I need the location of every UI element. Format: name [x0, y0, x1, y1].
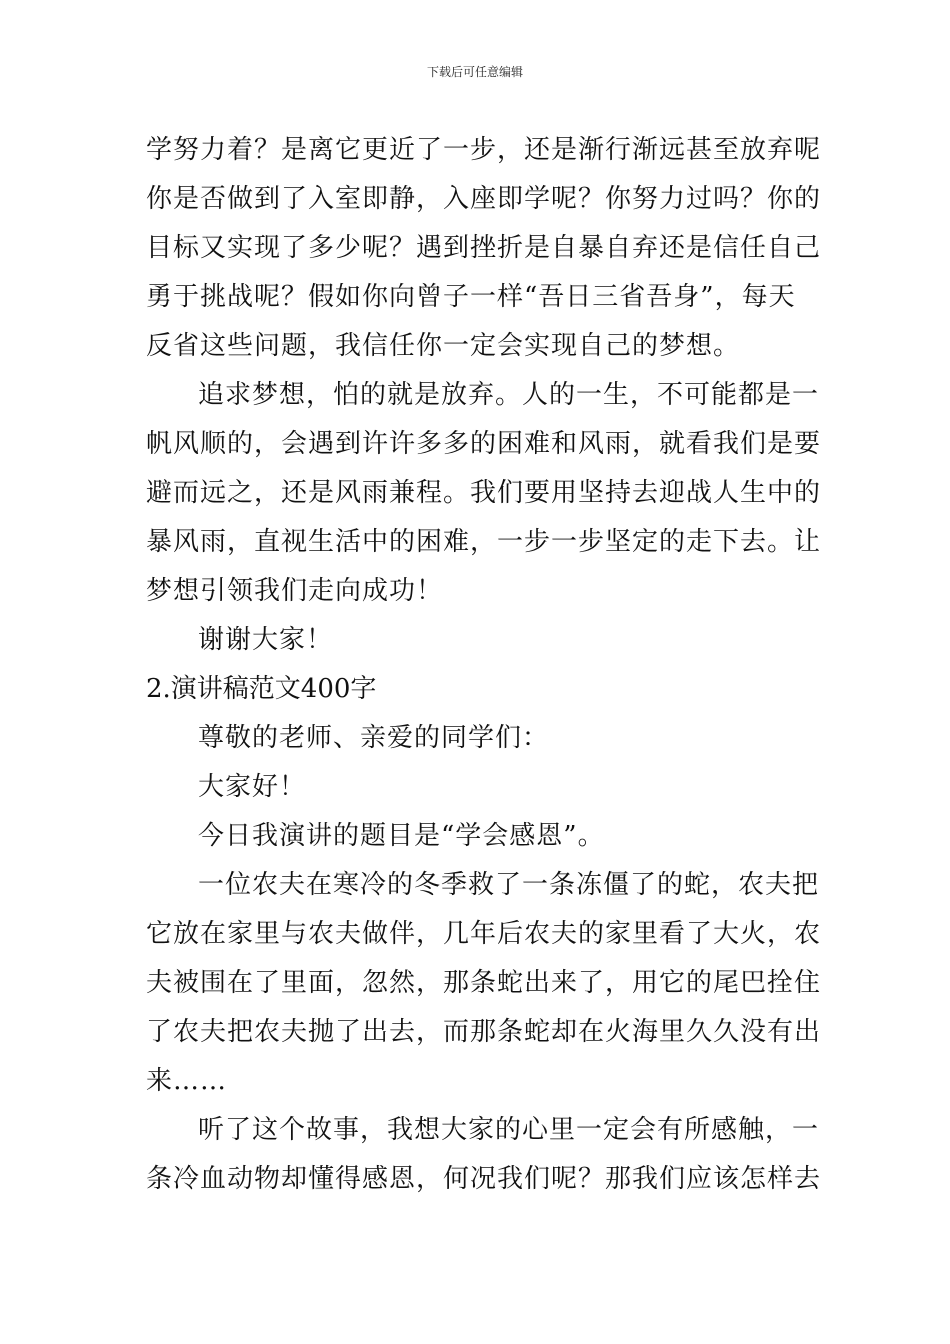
text-line: 夫被围在了里面，忽然，那条蛇出来了，用它的尾巴拴住 [146, 968, 822, 998]
paragraph-start-line: 谢谢大家！ [198, 625, 334, 655]
text-line: 勇于挑战呢？假如你向曾子一样“吾日三省吾身”，每天 [146, 282, 796, 312]
paragraph-start-line: 今日我演讲的题目是“学会感恩”。 [198, 821, 605, 851]
text-line: 条冷血动物却懂得感恩，何况我们呢？那我们应该怎样去 [146, 1164, 822, 1194]
paragraph-start-line: 追求梦想，怕的就是放弃。人的一生，不可能都是一 [198, 380, 820, 410]
text-line: 它放在家里与农夫做伴，几年后农夫的家里看了大火，农 [146, 919, 822, 949]
text-line: 你是否做到了入室即静，入座即学呢？你努力过吗？你的 [146, 184, 822, 214]
document-body [146, 126, 822, 1204]
paragraph-start-line: 一位农夫在寒冷的冬季救了一条冻僵了的蛇，农夫把 [198, 870, 820, 900]
paragraph-start-line: 听了这个故事，我想大家的心里一定会有所感触，一 [198, 1115, 820, 1145]
text-line: 帆风顺的，会遇到许许多多的困难和风雨，就看我们是要 [146, 429, 822, 459]
section-heading: 2.演讲稿范文400字 [146, 674, 377, 704]
salutation-line: 尊敬的老师、亲爱的同学们： [198, 723, 550, 753]
text-line: 反省这些问题，我信任你一定会实现自己的梦想。 [146, 331, 741, 361]
text-line: 了农夫把农夫抛了出去，而那条蛇却在火海里久久没有出 [146, 1017, 822, 1047]
text-line: 暴风雨，直视生活中的困难，一步一步坚定的走下去。让 [146, 527, 822, 557]
page-header: 下载后可任意编辑 [426, 65, 523, 79]
text-line: 学努力着？是离它更近了一步，还是渐行渐远甚至放弃呢 [146, 135, 822, 165]
greeting-line: 大家好！ [198, 772, 307, 802]
text-line: 来…… [146, 1066, 228, 1096]
text-line: 避而远之，还是风雨兼程。我们要用坚持去迎战人生中的 [146, 478, 822, 508]
text-line: 目标又实现了多少呢？遇到挫折是自暴自弃还是信任自己 [146, 233, 822, 263]
text-line: 梦想引领我们走向成功！ [146, 576, 444, 606]
